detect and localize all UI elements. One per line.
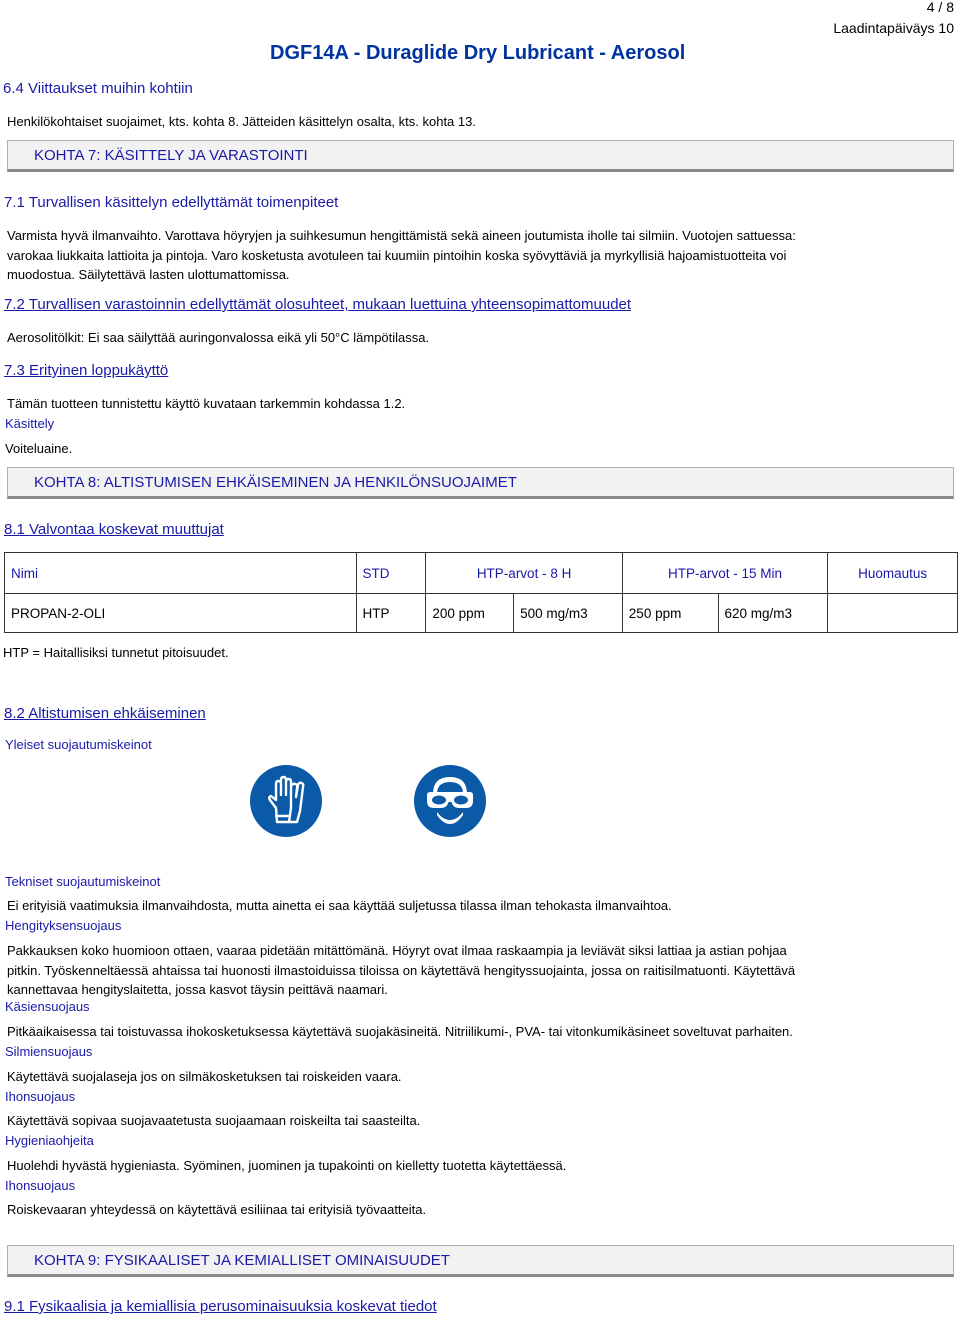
table-header-row — [5, 553, 958, 594]
cell-std: HTP — [356, 594, 426, 633]
col-header-name: Nimi — [5, 553, 357, 594]
text-line: varokaa liukkaita lattioita ja pintoja. Varo kosketusta avotuleen tai kuumiin pintoihin koska syövyttäviä ja myrkyllisiä hajoamistuotteita voi — [7, 247, 787, 263]
cell-8h-mgm3: 500 mg/m3 — [514, 594, 623, 633]
htp-note: HTP = Haitallisiksi tunnetut pitoisuudet. — [3, 645, 229, 660]
technical-protection-label: Tekniset suojautumiskeinot — [5, 874, 161, 889]
table-row — [5, 594, 958, 633]
cell-15min-mgm3: 620 mg/m3 — [718, 594, 828, 633]
text-line: muodostua. Säilytettävä lasten ulottumattomissa. — [7, 267, 290, 282]
revision-date: Laadintapäiväys 10 — [833, 20, 954, 36]
skin-protection-label: Ihonsuojaus — [5, 1089, 76, 1104]
section-7-1-heading: 7.1 Turvallisen käsittelyn edellyttämät toimenpiteet — [4, 194, 339, 211]
hygiene-label: Hygieniaohjeita — [5, 1133, 94, 1148]
section-6-4-heading: 6.4 Viittaukset muihin kohtiin — [3, 80, 193, 97]
col-header-htp-8h: HTP-arvot - 8 H — [426, 553, 622, 594]
section-9-bar — [7, 1245, 954, 1277]
text-line: Pakkauksen koko huomioon ottaen, vaaraa pidetään mitättömänä. Höyryt ovat ilmaa raskaampia ja leviävät siksi lattiaa ja astian pohjaa — [7, 943, 787, 958]
col-header-std: STD — [356, 553, 426, 594]
general-protection-label: Yleiset suojautumiskeinot — [5, 737, 152, 752]
cell-name: PROPAN-2-OLI — [5, 594, 357, 633]
text-line: pitkin. Työskenneltäessä ahtaissa tai huonosti ilmastoiduissa tiloissa on käytettävä hengityssuojainta, jossa on raitisilmatuonti. Käytettävä — [7, 962, 796, 978]
handling-label: Käsittely — [5, 416, 55, 431]
respiratory-text — [7, 941, 795, 1000]
hygiene-text: Huolehdi hyvästä hygieniasta. Syöminen, juominen ja tupakointi on kielletty tuotetta käytettäessä. — [7, 1158, 567, 1173]
text-line: Varmista hyvä ilmanvaihto. Varottava höyryjen ja suihkesumun hengittämistä sekä aineen joutumista iholle tai silmiin. Vuotojen sattuessa: — [7, 228, 796, 243]
skin-protection-label-2: Ihonsuojaus — [5, 1178, 76, 1193]
section-7-title: KOHTA 7: KÄSITTELY JA VARASTOINTI — [34, 147, 308, 164]
section-8-2-heading: 8.2 Altistumisen ehkäiseminen — [4, 705, 206, 722]
col-header-htp-15min: HTP-arvot - 15 Min — [622, 553, 827, 594]
col-header-remark: Huomautus — [828, 553, 958, 594]
section-7-3-heading: 7.3 Erityinen loppukäyttö — [4, 362, 169, 379]
section-7-1-text — [7, 226, 796, 285]
respiratory-label: Hengityksensuojaus — [5, 918, 122, 933]
skin-protection-text-2: Roiskevaaran yhteydessä on käytettävä esiliinaa tai erityisiä työvaatteita. — [7, 1202, 427, 1217]
section-8-bar — [7, 467, 954, 499]
exposure-limits-table — [4, 552, 958, 633]
section-7-2-text: Aerosolitölkit: Ei saa säilyttää auringonvalossa eikä yli 50°C lämpötilassa. — [7, 330, 430, 345]
section-7-2-heading: 7.2 Turvallisen varastoinnin edellyttämät olosuhteet, mukaan luettuina yhteensopimattomuudet — [4, 296, 632, 313]
section-7-3-text: Tämän tuotteen tunnistettu käyttö kuvataan tarkemmin kohdassa 1.2. — [7, 396, 406, 411]
cell-15min-ppm: 250 ppm — [622, 594, 718, 633]
eye-protection-label: Silmiensuojaus — [5, 1044, 93, 1059]
goggles-icon — [413, 764, 487, 838]
document-title: DGF14A - Duraglide Dry Lubricant - Aerosol — [270, 42, 686, 64]
gloves-icon — [249, 764, 323, 838]
section-8-title: KOHTA 8: ALTISTUMISEN EHKÄISEMINEN JA HENKILÖNSUOJAIMET — [34, 474, 517, 491]
skin-protection-text: Käytettävä sopivaa suojavaatetusta suojaamaan roiskeilta tai saasteilta. — [7, 1113, 421, 1128]
cell-remark — [828, 594, 958, 633]
section-8-1-heading: 8.1 Valvontaa koskevat muuttujat — [4, 521, 224, 538]
technical-protection-text: Ei erityisiä vaatimuksia ilmanvaihdosta, mutta ainetta ei saa käyttää suljetussa tilassa ilman tehokasta ilmanvaihtoa. — [7, 898, 672, 913]
cell-8h-ppm: 200 ppm — [426, 594, 514, 633]
page-number: 4 / 8 — [926, 0, 954, 15]
eye-protection-text: Käytettävä suojalaseja jos on silmäkosketuksen tai roiskeiden vaara. — [7, 1069, 402, 1084]
handling-text: Voiteluaine. — [5, 441, 73, 456]
section-6-4-text: Henkilökohtaiset suojaimet, kts. kohta 8. Jätteiden käsittelyn osalta, kts. kohta 13. — [7, 114, 476, 129]
section-9-1-heading: 9.1 Fysikaalisia ja kemiallisia perusominaisuuksia koskevat tiedot — [4, 1298, 437, 1315]
hand-protection-text: Pitkäaikaisessa tai toistuvassa ihokosketuksessa käytettävä suojakäsineitä. Nitriilikumi-, PVA- tai vitonkumikäsineet soveltuvat parhaiten. — [7, 1024, 793, 1039]
section-7-bar — [7, 140, 954, 172]
section-9-title: KOHTA 9: FYSIKAALISET JA KEMIALLISET OMINAISUUDET — [34, 1252, 450, 1269]
hand-protection-label: Käsiensuojaus — [5, 999, 90, 1014]
text-line: kannettavaa hengityslaitetta, jossa kasvot täysin peittävä naamari. — [7, 982, 388, 997]
